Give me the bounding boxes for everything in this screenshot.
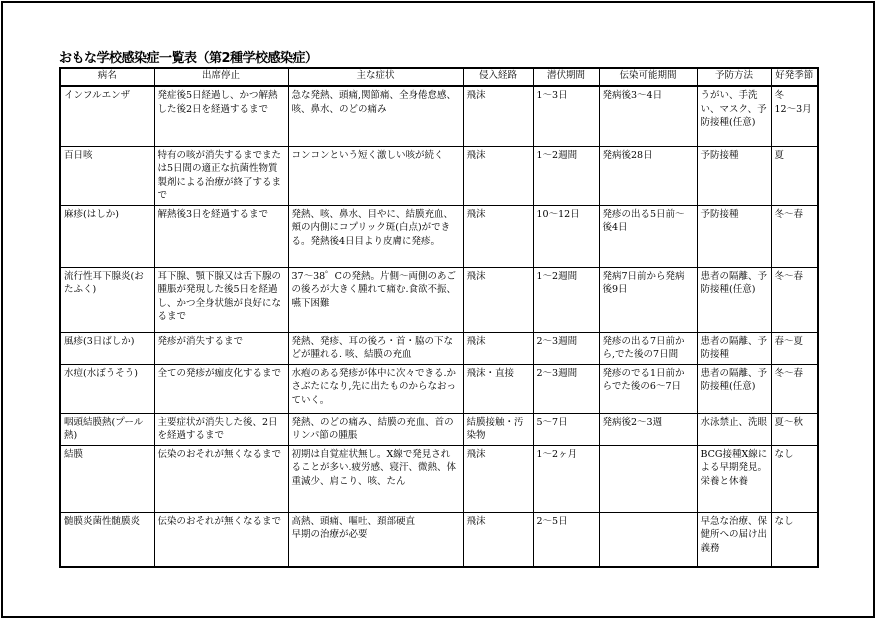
cell-route: 飛沫	[463, 146, 533, 205]
col-header-symptoms: 主な症状	[288, 68, 463, 86]
cell-symptoms: 発熱、発疹、耳の後ろ・首・脇の下などが腫れる. 咳、結膜の充血	[288, 332, 463, 364]
cell-prevention: BCG接種X線による早期発見。栄養と休養	[697, 445, 771, 512]
cell-route: 飛沫・直接	[463, 364, 533, 413]
cell-infectious: 発病後2～3週	[599, 413, 697, 445]
table-row	[60, 364, 818, 413]
cell-disease: 麻疹(はしか)	[60, 205, 154, 267]
cell-infectious: 発疹の出る5日前～後4日	[599, 205, 697, 267]
cell-symptoms: コンコンという短く激しい咳が続く	[288, 146, 463, 205]
cell-symptoms: 発熱、のどの痛み、結膜の充血、首のリンパ節の腫脹	[288, 413, 463, 445]
cell-suspension: 伝染のおそれが無くなるまで	[154, 445, 288, 512]
cell-incubation: 10～12日	[533, 205, 599, 267]
cell-prevention: 患者の隔離、予防接種	[697, 332, 771, 364]
cell-prevention: 予防接種	[697, 205, 771, 267]
table-row	[60, 413, 818, 445]
cell-symptoms: 初期は自覚症状無し。X線で発見されることが多い.疲労感、寝汗、微熱、体重減少、肩こり、咳、たん	[288, 445, 463, 512]
col-header-season: 好発季節	[771, 68, 818, 86]
cell-symptoms: 37～38゜Cの発熱。片側～両側のあごの後ろが大きく腫れて痛む.食欲不振、嚥下困難	[288, 267, 463, 332]
cell-route: 飛沫	[463, 512, 533, 567]
cell-season: 冬 12～3月	[771, 86, 818, 146]
cell-infectious	[599, 445, 697, 512]
cell-incubation: 1～2ヶ月	[533, 445, 599, 512]
cell-suspension: 発症後5日経過し、かつ解熱した後2日を経過するまで	[154, 86, 288, 146]
cell-disease: 水痘(水ぼうそう)	[60, 364, 154, 413]
cell-route: 結膜接触・汚染物	[463, 413, 533, 445]
col-header-infectious: 伝染可能期間	[599, 68, 697, 86]
cell-infectious: 発疹のでる1日前からでた後の6～7日	[599, 364, 697, 413]
infection-table	[59, 67, 819, 568]
cell-season: 冬～春	[771, 205, 818, 267]
table-row	[60, 146, 818, 205]
cell-symptoms: 発熱、咳、鼻水、目やに、結膜充血、頬の内側にコプリック斑(白点)ができる。発熱後4日目より皮膚に発疹。	[288, 205, 463, 267]
cell-suspension: 耳下腺、顎下腺又は舌下腺の腫脹が発現した後5日を経過し、かつ全身状態が良好になるまで	[154, 267, 288, 332]
cell-suspension: 伝染のおそれが無くなるまで	[154, 512, 288, 567]
cell-suspension: 全ての発疹が痂皮化するまで	[154, 364, 288, 413]
cell-disease: 髄膜炎菌性髄膜炎	[60, 512, 154, 567]
cell-season: なし	[771, 445, 818, 512]
cell-infectious: 発病後3～4日	[599, 86, 697, 146]
cell-season: なし	[771, 512, 818, 567]
cell-suspension: 主要症状が消失した後、2日を経過するまで	[154, 413, 288, 445]
cell-prevention: 予防接種	[697, 146, 771, 205]
cell-prevention: うがい、手洗い、マスク、予防接種(任意)	[697, 86, 771, 146]
cell-disease: インフルエンザ	[60, 86, 154, 146]
cell-infectious: 発病7日前から発病後9日	[599, 267, 697, 332]
cell-suspension: 発疹が消失するまで	[154, 332, 288, 364]
cell-symptoms: 高熱、頭痛、嘔吐、頚部硬直 早期の治療が必要	[288, 512, 463, 567]
cell-route: 飛沫	[463, 267, 533, 332]
cell-suspension: 特有の咳が消失するまでまたは5日間の適正な抗菌性物質製剤による治療が終了するまで	[154, 146, 288, 205]
cell-disease: 流行性耳下腺炎(おたふく)	[60, 267, 154, 332]
cell-season: 冬～春	[771, 267, 818, 332]
col-header-prevention: 予防方法	[697, 68, 771, 86]
cell-prevention: 患者の隔離、予防接種(任意)	[697, 364, 771, 413]
col-header-disease: 病名	[60, 68, 154, 86]
cell-incubation: 2～5日	[533, 512, 599, 567]
col-header-incubation: 潜伏期間	[533, 68, 599, 86]
table-row	[60, 86, 818, 146]
table-row	[60, 512, 818, 567]
cell-infectious	[599, 512, 697, 567]
table-row	[60, 267, 818, 332]
page-title: おもな学校感染症一覧表（第2種学校感染症）	[59, 51, 318, 66]
cell-infectious: 発病後28日	[599, 146, 697, 205]
cell-prevention: 水泳禁止、洗眼	[697, 413, 771, 445]
col-header-suspension: 出席停止	[154, 68, 288, 86]
cell-season: 夏	[771, 146, 818, 205]
cell-season: 冬～春	[771, 364, 818, 413]
cell-disease: 風疹(3日ばしか)	[60, 332, 154, 364]
cell-suspension: 解熱後3日を経過するまで	[154, 205, 288, 267]
cell-incubation: 1～3日	[533, 86, 599, 146]
cell-prevention: 早急な治療、保健所への届け出義務	[697, 512, 771, 567]
cell-symptoms: 水疱のある発疹が体中に次々できる.かさぶたになり,先に出たものからなおっていく。	[288, 364, 463, 413]
cell-incubation: 2～3週間	[533, 332, 599, 364]
cell-route: 飛沫	[463, 332, 533, 364]
cell-incubation: 2～3週間	[533, 364, 599, 413]
cell-season: 夏～秋	[771, 413, 818, 445]
cell-route: 飛沫	[463, 445, 533, 512]
cell-symptoms: 急な発熱、頭痛,関節痛、全身倦怠感、咳、鼻水、のどの痛み	[288, 86, 463, 146]
cell-incubation: 1～2週間	[533, 146, 599, 205]
header-row	[60, 68, 818, 86]
cell-route: 飛沫	[463, 205, 533, 267]
table-row	[60, 205, 818, 267]
cell-disease: 咽頭結膜熱(プール熱)	[60, 413, 154, 445]
cell-disease: 百日咳	[60, 146, 154, 205]
cell-route: 飛沫	[463, 86, 533, 146]
cell-season: 春～夏	[771, 332, 818, 364]
col-header-route: 侵入経路	[463, 68, 533, 86]
table-row	[60, 332, 818, 364]
cell-incubation: 1～2週間	[533, 267, 599, 332]
cell-infectious: 発疹の出る7日前から,でた後の7日間	[599, 332, 697, 364]
table-row	[60, 445, 818, 512]
cell-incubation: 5～7日	[533, 413, 599, 445]
cell-disease: 結膜	[60, 445, 154, 512]
cell-prevention: 患者の隔離、予防接種(任意)	[697, 267, 771, 332]
